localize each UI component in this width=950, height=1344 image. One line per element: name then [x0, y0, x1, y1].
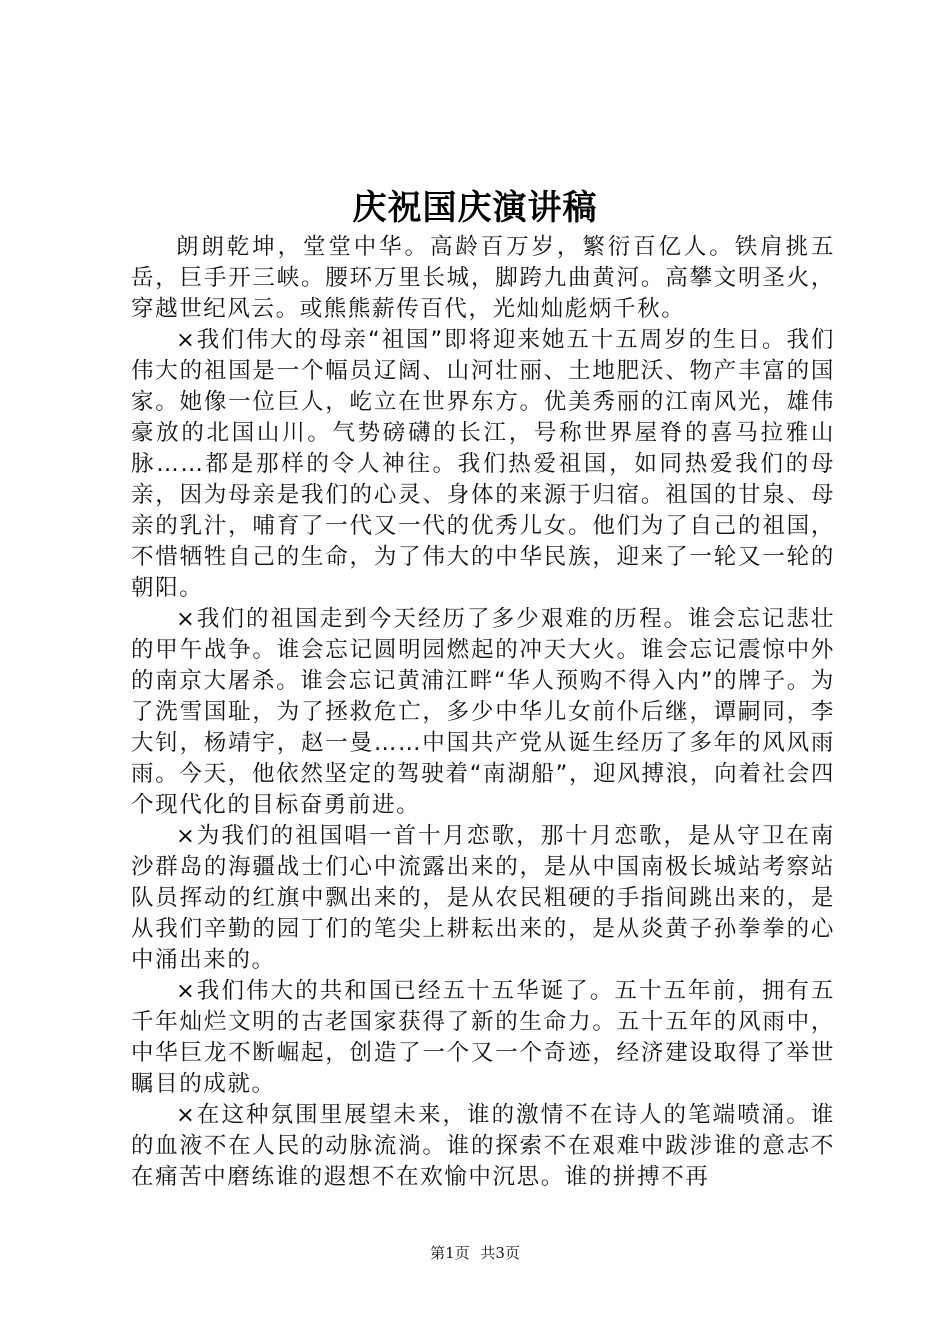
document-title: 庆祝国庆演讲稿 — [352, 188, 598, 228]
page-number: 第1页 — [430, 1244, 470, 1262]
document-body — [131, 232, 835, 1193]
paragraph: ×在这种氛围里展望未来，谁的激情不在诗人的笔端喷涌。谁的血液不在人民的动脉流淌。谁的探索不在艰难中跋涉谁的意志不在痛苦中磨练谁的遐想不在欢愉中沉思。谁的拼搏不再 — [131, 1102, 835, 1190]
paragraph: ×我们的祖国走到今天经历了多少艰难的历程。谁会忘记悲壮的甲午战争。谁会忘记圆明园燃起的冲天大火。谁会忘记震惊中外的南京大屠杀。谁会忘记黄浦江畔“华人预购不得入内”的牌子。为了洗雪国耻，为了拯救危亡，多少中华儿女前仆后继，谭嗣同，李大钊，杨靖宇，赵一曼……中国共产党从诞生经历了多年的风风雨雨。今天，他依然坚定的驾驶着“南湖船”，迎风搏浪，向着社会四个现代化的目标奋勇前进。 — [131, 606, 835, 818]
paragraph: ×我们伟大的共和国已经五十五华诞了。五十五年前，拥有五千年灿烂文明的古老国家获得了新的生命力。五十五年的风雨中，中华巨龙不断崛起，创造了一个又一个奇迹，经济建设取得了举世瞩目的成就。 — [131, 978, 835, 1097]
paragraph: ×我们伟大的母亲“祖国”即将迎来她五十五周岁的生日。我们伟大的祖国是一个幅员辽阔、山河壮丽、土地肥沃、物产丰富的国家。她像一位巨人，屹立在世界东方。优美秀丽的江南风光，雄伟豪放的北国山川。气势磅礴的长江，号称世界屋脊的喜马拉雅山脉……都是那样的令人神往。我们热爱祖国，如同热爱我们的母亲，因为母亲是我们的心灵、身体的来源于归宿。祖国的甘泉、母亲的乳汁，哺育了一代又一代的优秀儿女。他们为了自己的祖国，不惜牺牲自己的生命，为了伟大的中华民族，迎来了一轮又一轮的朝阳。 — [131, 327, 835, 601]
page-footer — [0, 1243, 950, 1263]
paragraph: 朗朗乾坤，堂堂中华。高龄百万岁，繁衍百亿人。铁肩挑五岳，巨手开三峡。腰环万里长城，脚跨九曲黄河。高攀文明圣火，穿越世纪风云。或熊熊薪传百代，光灿灿彪炳千秋。 — [131, 234, 835, 322]
paragraph: ×为我们的祖国唱一首十月恋歌，那十月恋歌，是从守卫在南沙群岛的海疆战士们心中流露出来的，是从中国南极长城站考察站队员挥动的红旗中飘出来的，是从农民粗硬的手指间跳出来的，是从我们辛勤的园丁们的笔尖上耕耘出来的，是从炎黄子孙拳拳的心中涌出来的。 — [131, 823, 835, 973]
page-total: 共3页 — [480, 1244, 520, 1262]
